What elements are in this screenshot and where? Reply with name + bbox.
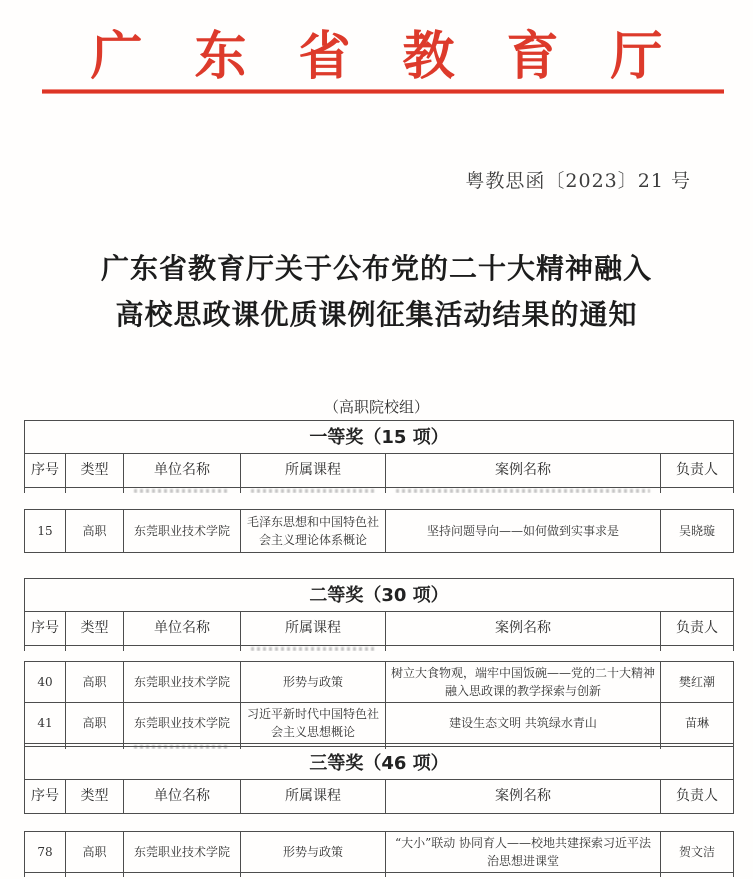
cell-person: 樊红潮 [661, 662, 734, 703]
cell-course: 形势与政策 [241, 832, 386, 873]
cell-org: 东莞职业技术学院 [124, 703, 241, 744]
col-header-person: 负责人 [661, 780, 734, 814]
col-header-org: 单位名称 [124, 780, 241, 814]
notice-title [0, 246, 753, 338]
cell-no: 15 [25, 510, 66, 553]
letterhead-red-rule [42, 89, 724, 94]
col-header-case: 案例名称 [386, 780, 661, 814]
col-header-course: 所属课程 [241, 780, 386, 814]
table-first-prize-header [24, 420, 733, 493]
col-header-org: 单位名称 [124, 612, 241, 646]
notice-title-line1: 广东省教育厅关于公布党的二十大精神融入 [100, 252, 652, 285]
doc-number: 粤教思函〔2023〕21 号 [465, 170, 691, 192]
clipped-text [251, 489, 375, 493]
notice-title-line2: 高校思政课优质课例征集活动结果的通知 [115, 298, 638, 331]
col-header-course: 所属课程 [241, 454, 386, 488]
col-header-type: 类型 [66, 454, 124, 488]
col-header-person: 负责人 [661, 454, 734, 488]
table-row [25, 832, 734, 873]
cell-org: 东莞职业技术学院 [124, 662, 241, 703]
table-first-prize-rows [24, 509, 733, 553]
col-header-org: 单位名称 [124, 454, 241, 488]
group-label: （高职院校组） [323, 398, 429, 416]
col-header-no: 序号 [25, 612, 66, 646]
cell-org: 东莞职业技术学院 [124, 510, 241, 553]
table-row [25, 662, 734, 703]
cell-type: 高职 [66, 832, 124, 873]
col-header-type: 类型 [66, 780, 124, 814]
cell-person: 苗琳 [661, 703, 734, 744]
clipped-row [25, 488, 734, 494]
table-second-prize-rows [24, 661, 733, 749]
cell-no: 40 [25, 662, 66, 703]
table-third-prize-header [24, 746, 733, 814]
col-header-no: 序号 [25, 780, 66, 814]
cell-course: 形势与政策 [241, 662, 386, 703]
col-header-person: 负责人 [661, 612, 734, 646]
col-header-course: 所属课程 [241, 612, 386, 646]
award-title-first-prize: 一等奖（15 项） [25, 421, 734, 454]
cell-type: 高职 [66, 662, 124, 703]
col-header-no: 序号 [25, 454, 66, 488]
col-header-type: 类型 [66, 612, 124, 646]
table-row [25, 703, 734, 744]
cell-case: 树立大食物观，端牢中国饭碗——党的二十大精神融入思政课的教学探索与创新 [386, 662, 661, 703]
table-row [25, 510, 734, 553]
clipped-text [134, 489, 230, 493]
cell-course: 毛泽东思想和中国特色社会主义理论体系概论 [241, 510, 386, 553]
col-header-case: 案例名称 [386, 454, 661, 488]
cell-case: 建设生态文明 共筑绿水青山 [386, 703, 661, 744]
clipped-text [251, 647, 375, 651]
table-third-prize-rows [24, 831, 733, 877]
clipped-text [396, 489, 650, 493]
cell-person: 贺文洁 [661, 832, 734, 873]
table-second-prize-header [24, 578, 733, 651]
cell-course: 习近平新时代中国特色社会主义思想概论 [241, 703, 386, 744]
cell-type: 高职 [66, 703, 124, 744]
cell-case: “大小”联动 协同育人——校地共建探索习近平法治思想进课堂 [386, 832, 661, 873]
clipped-row [25, 646, 734, 652]
clipped-row [25, 873, 734, 878]
cell-no: 41 [25, 703, 66, 744]
award-title-third-prize: 三等奖（46 项） [25, 747, 734, 780]
cell-no: 78 [25, 832, 66, 873]
col-header-case: 案例名称 [386, 612, 661, 646]
cell-type: 高职 [66, 510, 124, 553]
cell-person: 吴晓璇 [661, 510, 734, 553]
letterhead-title: 广东省教育厅 [90, 26, 715, 87]
award-title-second-prize: 二等奖（30 项） [25, 579, 734, 612]
cell-case: 坚持问题导向——如何做到实事求是 [386, 510, 661, 553]
cell-org: 东莞职业技术学院 [124, 832, 241, 873]
